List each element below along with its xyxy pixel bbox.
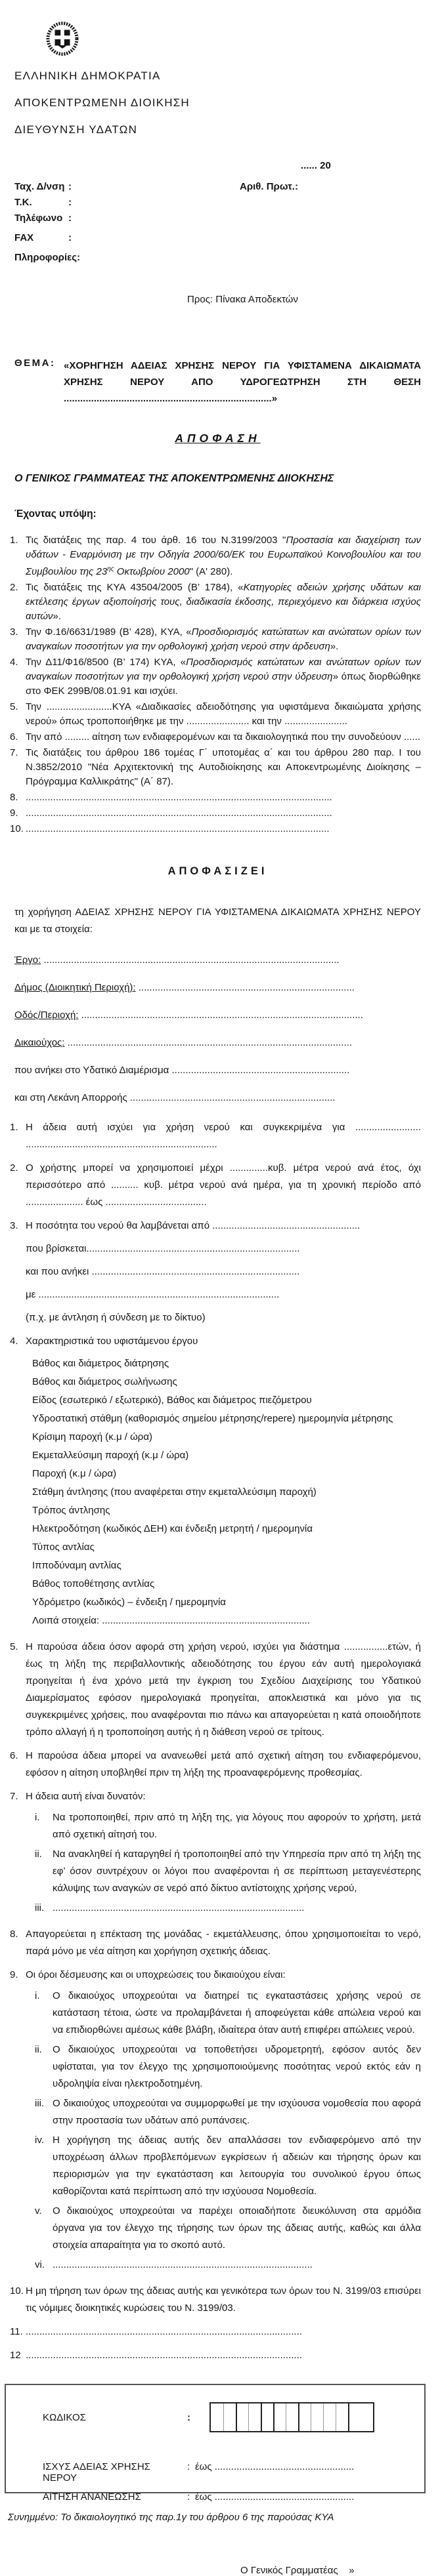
contact-rows	[14, 181, 421, 264]
code-cell	[248, 2403, 261, 2431]
sub-term-number: ii.	[35, 1849, 42, 1860]
text-segment: ...............................................................................................................	[26, 823, 330, 834]
term-number: 6.	[10, 1750, 18, 1761]
contact-row	[14, 181, 421, 193]
contact-colon: :	[68, 232, 72, 243]
field-row	[14, 1037, 421, 1048]
subject-block	[14, 358, 421, 407]
sub-term-item	[35, 1988, 421, 2039]
term-text	[26, 1748, 421, 1782]
consideration-item	[10, 700, 421, 729]
consideration-item	[10, 655, 421, 699]
characteristic-line: Λοιπά στοιχεία: ............................................................................	[32, 1615, 310, 1626]
characteristic-line: Βάθος τοποθέτησης αντλίας	[32, 1578, 155, 1589]
consideration-number: 8.	[10, 792, 18, 803]
consideration-item	[10, 746, 421, 789]
characteristic-line: Υδρόμετρο (κωδικός) – ένδειξη / ημερομηνία	[32, 1597, 226, 1608]
consideration-item	[10, 790, 421, 805]
consideration-item	[10, 625, 421, 654]
field-label: Δήμος (Διοικητική Περιοχή):	[14, 982, 136, 993]
org-line-1: ΑΠΟΚΕΝΤΡΩΜΕΝΗ ΔΙΟΙΚΗΣΗ	[14, 96, 190, 109]
sub-term-text: Ο δικαιούχος υποχρεούται να τοποθετήσει υδρομετρητή, εφόσον αυτός δεν υφίσταται, για τον έλεγχο της χρησιμοποιούμενης ποσότητας νερού εκτός εάν η υδροληψία είναι ηλεκτροδοτημένη.	[53, 2044, 421, 2089]
term-paragraph: Η μη τήρηση των όρων της άδειας αυτής και γενικότερα των όρων του Ν. 3199/03 επισύρει τις νόμιμες διοικητικές κυρώσεις του Ν. 3199/03.	[26, 2285, 421, 2314]
sub-term-number: i.	[35, 1990, 40, 2001]
terms-list	[10, 1119, 421, 2364]
consideration-text	[26, 581, 421, 624]
term-item	[10, 2283, 421, 2317]
term-extra-line: που βρίσκεται..............................................................................	[26, 1243, 300, 1254]
term-number: 2.	[10, 1162, 18, 1174]
term-number: 4.	[10, 1336, 18, 1347]
sub-term-text: Να ανακληθεί ή καταργηθεί ή τροποποιηθεί από την Υπηρεσία πριν από τη λήξη της εφ’ όσον συντρέχουν οι λόγοι που αναφέρονται ή σε περίπτωση μεταγενέστερης κάλυψης των αναγκών σε νερό από δίκτυο αντίστοιχης χρήσης νερού,	[53, 1849, 421, 1894]
characteristic-line: Βάθος και διάμετρος σωλήνωσης	[32, 1376, 177, 1387]
term-paragraph: Απαγορεύεται η επέκταση της μονάδας - εκμετάλλευσης, όπου χρησιμοποιείται το νερό, παρά μόνο με νέα αίτηση και χορήγηση σχετικής άδειας.	[26, 1929, 421, 1957]
protocol-number-label: Αριθ. Πρωτ.:	[240, 181, 298, 192]
row-dotted-value: έως ...................................................	[195, 2461, 355, 2472]
contact-label: Τηλέφωνο	[14, 213, 63, 224]
term-paragraph: Οι όροι δέσμευσης και οι υποχρεώσεις του δικαιούχου είναι:	[26, 1969, 286, 1980]
text-segment: Προσδιορισμός κατώτατων και ανώτατων ορίων των αναγκαίων ποσοτήτων για την ορθολογική χρήση νερού στην ύδρευση	[26, 657, 421, 682]
considerations-list	[10, 533, 422, 836]
term-text	[26, 2347, 421, 2364]
code-row	[43, 2402, 424, 2432]
contact-row	[14, 197, 421, 209]
code-cells	[209, 2402, 374, 2432]
code-cell	[286, 2403, 298, 2431]
validity-label: ΙΣΧΥΣ ΑΔΕΙΑΣ ΧΡΗΣΗΣ ΝΕΡΟΥ	[43, 2461, 150, 2484]
term-number: 9.	[10, 1969, 18, 1980]
sub-term-item	[35, 1846, 421, 1897]
term-text	[26, 1217, 421, 1326]
term-text	[26, 2323, 421, 2341]
sub-term-item	[35, 1900, 421, 1917]
term-item	[10, 1160, 421, 1211]
text-segment: Την Φ.16/6631/1989 (Β’ 428), ΚΥΑ, «	[26, 626, 192, 638]
consideration-text	[26, 655, 421, 699]
subject-line-1: «ΧΟΡΗΓΗΣΗ ΑΔΕΙΑΣ ΧΡΗΣΗΣ ΝΕΡΟΥ ΓΙΑ ΥΦΙΣΤΑΜΕΝΑ ΔΙΚΑΙΩΜΑΤΑ	[64, 360, 421, 371]
consideration-text	[26, 730, 421, 745]
characteristic-line: Ηλεκτροδότηση (κωδικός ΔΕΗ) και ένδειξη μετρητή / ημερομηνία	[32, 1523, 313, 1534]
having-regard-label: Έχοντας υπόψη:	[14, 508, 97, 520]
term-item	[10, 1333, 421, 1632]
code-colon: :	[187, 2411, 190, 2423]
contact-row	[14, 213, 421, 224]
term-number: 8.	[10, 1929, 18, 1940]
term-paragraph: Χαρακτηριστικά του υφιστάμενου έργου	[26, 1336, 198, 1347]
sub-term-text: Ο δικαιούχος υποχρεούται να διατηρεί τις εγκαταστάσεις χρήσης νερού σε κατάσταση τέτοια, ώστε να προλαμβάνεται ή αποφεύγεται κάθε απώλεια νερού και να επιδιορθώνει αμέσως κάθε βλάβη, ιδιαίτερα όταν αυτή επιφέρει απώλειες νερού.	[53, 1990, 421, 2035]
text-segment: Την Δ11/Φ16/8500 (Β’ 174) ΚΥΑ, «	[26, 657, 187, 668]
text-segment: ».	[330, 641, 339, 652]
row-colon: :	[187, 2491, 190, 2503]
characteristic-line: Βάθος και διάμετρος διάτρησης	[32, 1358, 169, 1369]
text-segment: Τις διατάξεις του άρθρου 186 τομέας Γ΄ υποτομέας α΄ και του άρθρου 280 παρ. Ι του Ν.3852/2010 "Νέα Αρχιτεκτονική της Αυτοδιοίκησης και Αποκεντρωμένης Διοίκησης – Πρόγραμμα Καλλικράτης" (Α΄ 87).	[26, 747, 421, 787]
text-segment: ................................................................................................................	[26, 808, 332, 819]
term-extra-line: και που ανήκει ............................................................................	[26, 1266, 300, 1277]
contact-colon: :	[68, 213, 72, 224]
authority-line: Ο ΓΕΝΙΚΟΣ ΓΡΑΜΜΑΤΕΑΣ ΤΗΣ ΑΠΟΚΕΝΤΡΩΜΕΝΗΣ ΔΙΙΟΚΗΣΗΣ	[14, 473, 334, 484]
term-paragraph: Η άδεια αυτή ισχύει για χρήση νερού και συγκεκριμένα για ........................ ......................................................................	[26, 1122, 421, 1150]
consideration-number: 3.	[10, 626, 18, 638]
consideration-item	[10, 533, 422, 579]
characteristic-line: Τύπος αντλίας	[32, 1542, 95, 1553]
consideration-item	[10, 581, 421, 624]
term-number: 5.	[10, 1641, 18, 1652]
location-lines	[14, 1065, 421, 1103]
consideration-number: 6.	[10, 731, 18, 743]
sub-term-item	[35, 2203, 421, 2254]
term-number: 10.	[10, 2285, 24, 2297]
characteristic-line: Στάθμη άντλησης (που αναφέρεται στην εκμεταλλεύσιμη παροχή)	[32, 1486, 317, 1498]
term-paragraph: .....................................................................................................	[26, 2350, 302, 2361]
consideration-number: 7.	[10, 747, 18, 758]
characteristic-line: Τρόπος άντλησης	[32, 1505, 110, 1516]
term-number: 3.	[10, 1220, 18, 1231]
row-colon: :	[187, 2461, 190, 2472]
location-line-1: που ανήκει στο Υδατικό Διαμέρισμα .................................................................	[14, 1065, 350, 1076]
consideration-text	[26, 746, 421, 789]
sub-term-text: Η χορήγηση της άδειας αυτής δεν απαλλάσσει τον ενδιαφερόμενο από την υποχρέωση άλλων προβλεπόμενων εγκρίσεων ή αδειών και τήρησης όρων και περιορισμών για την εγκατάσταση και λειτουργία του συνολικού έργου όπως καθορίζονται κατά περίπτωση από την ισχύουσα Νομοθεσία.	[53, 2135, 421, 2197]
sub-term-number: iv.	[35, 2135, 44, 2146]
consideration-text	[26, 790, 421, 805]
sub-term-text: Να τροποποιηθεί, πριν από τη λήξη της, για λόγους που αφορούν το χρήστη, μετά από σχετική αίτησή του.	[53, 1812, 421, 1840]
term-text	[26, 1119, 421, 1153]
term-item	[10, 1217, 421, 1326]
consideration-item	[10, 822, 421, 836]
term-text	[26, 2283, 421, 2317]
consideration-number: 9.	[10, 808, 18, 819]
term-paragraph: Η άδεια αυτή είναι δυνατόν:	[26, 1791, 146, 1802]
term-item	[10, 1788, 421, 1919]
subject-line-3: ............................................................................»	[64, 393, 278, 404]
sub-term-item	[35, 2095, 421, 2129]
code-cell	[223, 2403, 236, 2431]
text-segment: Την ........................ΚΥΑ «Διαδικασίες αδειοδότησης για υφιστάμενα δικαιώματα χρήσης νερού» όπως τροποποιήθηκε με την ....................... και την .......................	[26, 701, 421, 727]
consideration-number: 4.	[10, 657, 18, 668]
term-item	[10, 1639, 421, 1741]
term-text	[26, 1926, 421, 1960]
sub-term-number: iii.	[35, 2098, 45, 2109]
consideration-text	[26, 806, 421, 821]
renewal-label: ΑΙΤΗΣΗ ΑΝΑΝΕΩΣΗΣ	[43, 2491, 141, 2503]
text-segment: Την από ......... αίτηση των ενδιαφερομένων και τα δικαιολογητικά που την συνοδεύουν ......	[26, 731, 420, 743]
sub-terms	[26, 1988, 421, 2274]
characteristic-line: Παροχή (κ.μ / ώρα)	[32, 1468, 117, 1479]
text-segment: Προσδιορισμός κατώτατων και ανώτατων ορίων των αναγκαίων ποσοτήτων για την ορθολογική χρήση νερού στην άρδευση	[26, 626, 421, 652]
row-dotted-value: έως ...................................................	[195, 2491, 355, 2503]
signature-line: Ο Γενικός Γραμματέας »	[240, 2565, 355, 2576]
term-extra-line: με ........................................................................................	[26, 1289, 280, 1300]
text-segment: " (Α' 280).	[189, 566, 233, 577]
field-row	[14, 1010, 421, 1021]
characteristic-line: Ιπποδύναμη αντλίας	[32, 1560, 121, 1571]
term-number: 12	[10, 2350, 21, 2361]
term-item	[10, 2323, 421, 2341]
code-cell	[336, 2403, 348, 2431]
characteristic-line: Κρίσιμη παροχή (κ.μ / ώρα)	[32, 1431, 152, 1442]
text-segment: Τις διατάξεις της παρ. 4 του άρθ. 16 του Ν.3199/2003 "	[26, 535, 286, 546]
characteristic-line: Είδος (εσωτερικό / εξωτερικό), Βάθος και διάμετρος πιεζόμετρου	[32, 1395, 312, 1406]
consideration-number: 2.	[10, 582, 18, 593]
text-segment: Κατηγορίες αδειών χρήσης υδάτων και εκτέλεσης έργων αξιοποίησής τους, διαδικασία έκδοσης, περιεχόμενο και διάρκεια ισχύος αυτών	[26, 582, 421, 622]
attachment-line: Συνημμένο: Το δικαιολογητικό της παρ.1γ του άρθρου 6 της παρούσας ΚΥΑ	[8, 2512, 334, 2523]
text-segment: ».	[53, 611, 61, 622]
term-extra-line: (π.χ. με άντληση ή σύνδεση με το δίκτυο)	[26, 1312, 206, 1323]
greek-coat-of-arms-icon	[45, 21, 80, 59]
contact-label: Ταχ. Δ/νση	[14, 181, 65, 192]
sub-term-item	[35, 2257, 421, 2274]
sub-term-item	[35, 2132, 421, 2200]
letterhead	[14, 70, 421, 136]
consideration-number: 10.	[10, 823, 24, 834]
date-line: ...... 20	[301, 160, 331, 171]
text-segment: » όπως διορθώθηκε στο ΦΕΚ 299Β/08.01.91 και ισχύει.	[26, 671, 421, 697]
term-text	[26, 1639, 421, 1741]
consideration-item	[10, 806, 421, 821]
sub-term-number: i.	[35, 1812, 40, 1823]
sub-term-text: Ο δικαιούχος υποχρεούται να συμμορφωθεί με την ισχύουσα νομοθεσία που αφορά στην προστασία των υδάτων από ρυπάνσεις.	[53, 2098, 421, 2126]
field-label: Έργο:	[14, 954, 41, 966]
code-label: ΚΩΔΙΚΟΣ	[43, 2411, 86, 2423]
field-row	[14, 954, 421, 966]
term-number: 11.	[10, 2326, 23, 2337]
text-segment: Τις διατάξεις της ΚΥΑ 43504/2005 (Β’ 1784), «	[26, 582, 244, 593]
subject-label: ΘΕΜΑ:	[14, 358, 56, 369]
location-line-2: και στη Λεκάνη Απορροής ...........................................................................	[14, 1092, 336, 1103]
sub-term-item	[35, 2041, 421, 2093]
contact-label: Πληροφορίες:	[14, 252, 81, 263]
field-dotted-value: .......................................................................................................	[78, 1010, 363, 1021]
text-segment: Οκτωβρίου 2000	[114, 566, 190, 577]
text-segment: Προστασία και διαχείριση των υδάτων - Εναρμόνιση με την Οδηγία 2000/60/ΕΚ του Ευρωπαϊκού Κοινοβουλίου και του Συμβουλίου της 23	[26, 535, 422, 577]
org-line-2: ΔΙΕΥΘΥΝΣΗ ΥΔΑΤΩΝ	[14, 123, 138, 136]
contact-colon: :	[68, 181, 72, 192]
term-text	[26, 1967, 421, 2276]
consideration-number: 1.	[10, 535, 18, 546]
sub-term-number: v.	[35, 2205, 42, 2217]
sub-term-text: ...............................................................................................	[53, 2259, 313, 2270]
term-item	[10, 1119, 421, 1153]
consideration-text	[26, 822, 421, 836]
fields-block	[14, 954, 421, 1048]
code-cell	[348, 2403, 373, 2431]
decision-heading: ΑΠΟΦΑΣΗ	[175, 432, 261, 445]
consideration-text	[26, 700, 421, 729]
field-dotted-value: ............................................................................................................	[41, 954, 340, 966]
consideration-text	[26, 625, 421, 654]
sub-terms	[26, 1809, 421, 1917]
subject-text	[64, 358, 421, 407]
field-dotted-value: ........................................................................................................	[64, 1037, 353, 1048]
field-label: Δικαιούχος:	[14, 1037, 65, 1048]
field-dotted-value: ...............................................................................	[135, 982, 355, 993]
characteristic-line: Εκμεταλλεύσιμη παροχή (κ.μ / ώρα)	[32, 1450, 189, 1461]
term-text	[26, 1333, 421, 1632]
contact-label: Τ.Κ.	[14, 197, 32, 208]
term-paragraph: Η παρούσα άδεια μπορεί να ανανεωθεί μετά από σχετική αίτηση του ενδιαφερόμενου, εφόσον η αίτηση υποβληθεί πριν τη λήξη της προαναφερόμενης προθεσμίας.	[26, 1750, 421, 1778]
code-cell	[211, 2403, 223, 2431]
sub-term-text: Ο δικαιούχος υποχρεούται να παρέχει οποιαδήποτε διευκόλυνση στα αρμόδια όργανα για τον έλεγχο της τήρησης των όρων της άδειας αυτής, καθώς και άλλα στοιχεία απαραίτητα για το σκοπό αυτό.	[53, 2205, 421, 2251]
consideration-number: 5.	[10, 701, 18, 712]
recipients-line: Προς: Πίνακα Αποδεκτών	[187, 294, 298, 305]
term-item	[10, 1967, 421, 2276]
term-paragraph: Η ποσότητα του νερού θα λαμβάνεται από ......................................................	[26, 1220, 361, 1231]
term-item	[10, 2347, 421, 2364]
sub-term-number: ii.	[35, 2044, 42, 2055]
term-item	[10, 1748, 421, 1782]
text-segment: ................................................................................................................	[26, 792, 332, 803]
sub-term-number: vi.	[35, 2259, 45, 2270]
contact-row	[14, 252, 421, 264]
term-paragraph: .....................................................................................................	[26, 2326, 302, 2337]
term-number: 7.	[10, 1791, 18, 1802]
term-item	[10, 1926, 421, 1960]
sub-term-text: ............................................................................................	[53, 1902, 305, 1913]
org-line-0: ΕΛΛΗΝΙΚΗ ΔΗΜΟΚΡΑΤΙΑ	[14, 70, 161, 82]
consideration-text	[26, 533, 421, 579]
decides-heading: ΑΠΟΦΑΣΙΖΕΙ	[167, 865, 268, 877]
decides-intro: τη χορήγηση ΑΔΕΙΑΣ ΧΡΗΣΗΣ ΝΕΡΟΥ ΓΙΑ ΥΦΙΣΤΑΜΕΝΑ ΔΙΚΑΙΩΜΑΤΑ ΧΡΗΣΗΣ ΝΕΡΟΥ και με τα στοιχεία:	[14, 907, 421, 935]
code-box-row	[43, 2461, 424, 2484]
code-box	[5, 2384, 426, 2503]
term-text	[26, 1160, 421, 1211]
consideration-item	[10, 730, 421, 745]
term-text	[26, 1788, 421, 1919]
subject-line-2: ΧΡΗΣΗΣ ΝΕΡΟΥ ΑΠΟ ΥΔΡΟΓΕΩΤΡΗΣΗ ΣΤΗ ΘΕΣΗ	[64, 377, 421, 388]
characteristic-line: Υδροστατική στάθμη (καθορισμός σημείου μέτρησης/repere) ημερομηνία μέτρησης	[32, 1413, 393, 1424]
code-box-rows	[43, 2461, 424, 2503]
text-segment: ης	[107, 565, 114, 573]
contact-block	[14, 181, 421, 264]
code-cell	[323, 2403, 336, 2431]
term-paragraph: Ο χρήστης μπορεί να χρησιμοποιεί μέχρι ..............κυβ. μέτρα νερού ανά έτος, όχι περισσότερο από .......... κυβ. μέτρα νερού ανά ημέρα, για τη χρονική περίοδο από ..................... έως .....................................	[26, 1162, 421, 1208]
sub-term-item	[35, 1809, 421, 1843]
term-paragraph: Η παρούσα άδεια όσον αφορά στη χρήση νερού, ισχύει για διάστημα ................ετών, ή έως τη λήξη της περιβαλλοντικής αδειοδότησης του έργου εάν αυτή ημερολογιακά προηγείται ή ένα χρόνο μετά την έγκριση του Σχεδίου Διαχείρισης του Υδατικού Διαμερίσματος εφόσον ημερολογιακά προηγείται, αποκλειστικά και μόνο για τις συγκεκριμένες χρήσεις, που αναφέρονται πιο πάνω και απαγορεύεται η κατά οποιοδήποτε τρόπο αλλαγή ή η τροποποίηση αυτής ή η διάθεση νερού σε τρίτους.	[26, 1641, 421, 1738]
sub-term-number: iii.	[35, 1902, 45, 1913]
code-cell	[298, 2403, 311, 2431]
contact-colon: :	[68, 197, 72, 208]
characteristics-list	[32, 1357, 421, 1628]
code-cell	[236, 2403, 248, 2431]
contact-label: FAX	[14, 232, 34, 243]
code-cell	[261, 2403, 273, 2431]
term-number: 1.	[10, 1122, 18, 1133]
code-cell	[311, 2403, 323, 2431]
field-label: Οδός/Περιοχή:	[14, 1010, 79, 1021]
code-cell	[273, 2403, 286, 2431]
code-box-row	[43, 2491, 424, 2503]
contact-row	[14, 232, 421, 244]
field-row	[14, 982, 421, 993]
